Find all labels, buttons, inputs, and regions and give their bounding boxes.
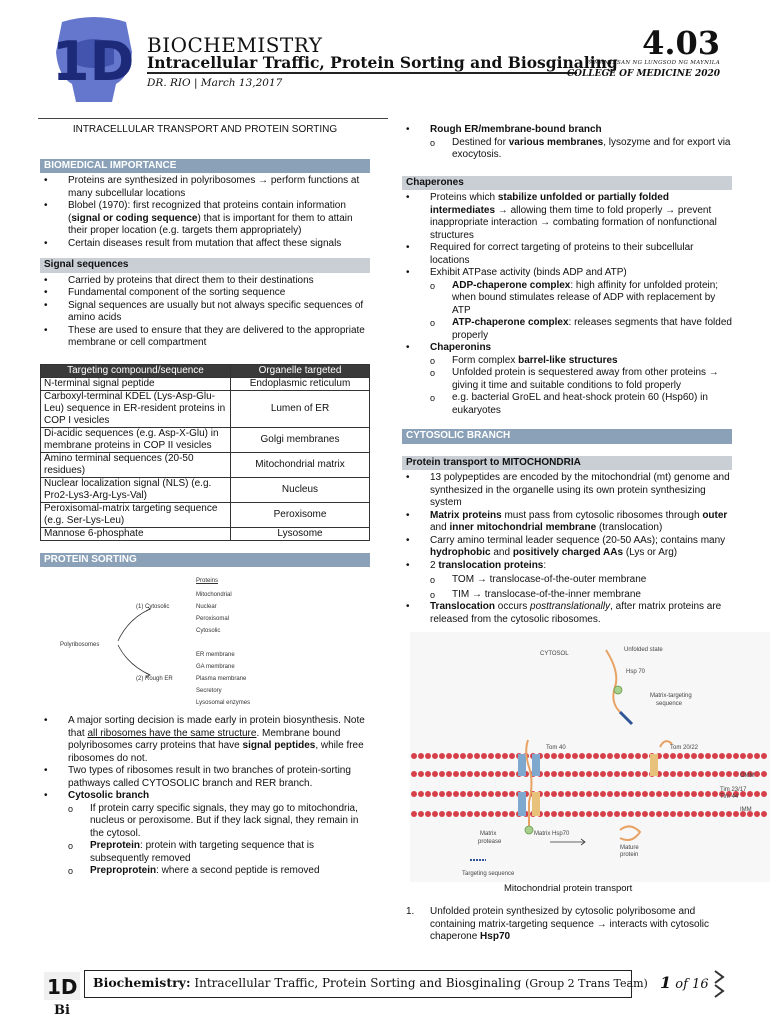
college-name: COLLEGE OF MEDICINE 2020 [566,69,720,79]
membrane-bead [446,753,452,759]
protein-sorting-diagram: Proteins Mitochondrial Nuclear Peroxisomal Cytosolic (1) Cytosolic Polyribosomes (2) Rough ER ER membrane GA membrane Plasma membrane Secretory Lysosomal enzymes [60,569,280,709]
membrane-bead [481,771,487,777]
membrane-bead [411,753,417,759]
list-item: • 2 translocation proteins: [402,560,732,573]
membrane-bead [460,753,466,759]
membrane-bead [663,811,669,817]
membrane-bead [509,771,515,777]
table-row: N-terminal signal peptide Endoplasmic reticulum [41,377,370,390]
membrane-bead [649,811,655,817]
page-number: 1 of 16 [660,973,709,992]
membrane-bead [670,811,676,817]
membrane-bead [635,771,641,777]
svg-text:1D: 1D [47,975,78,999]
membrane-bead [593,753,599,759]
membrane-bead [439,791,445,797]
steps-list [402,906,732,944]
membrane-bead [698,791,704,797]
membrane-bead [558,791,564,797]
membrane-bead [663,771,669,777]
left-column [40,124,370,878]
membrane-bead [586,791,592,797]
membrane-bead [453,753,459,759]
header-rule [147,72,577,74]
section-title: INTRACELLULAR TRANSPORT AND PROTEIN SORTING [72,124,338,135]
list-item: o ADP-chaperone complex: high affinity for unfolded protein; when bound stimulates release of ADP with replacement by ATP [402,280,732,318]
membrane-bead [733,753,739,759]
membrane-bead [411,771,417,777]
membrane-bead [614,753,620,759]
membrane-bead [432,753,438,759]
membrane-bead [474,791,480,797]
membrane-bead [544,771,550,777]
membrane-bead [719,811,725,817]
membrane-bead [698,753,704,759]
list-item: • Two types of ribosomes result in two branches of protein-sorting pathways called CYTOSOLIC branch and RER branch. [40,765,370,790]
membrane-bead [635,811,641,817]
membrane-bead [593,811,599,817]
membrane-bead [649,791,655,797]
list-item: • Chaperonins [402,342,732,355]
cytosolic-branch-header: CYTOSOLIC BRANCH [402,429,732,444]
membrane-bead [439,753,445,759]
membrane-bead [579,811,585,817]
membrane-bead [488,811,494,817]
protein-sorting-header: PROTEIN SORTING [40,553,370,568]
list-item: • Proteins are synthesized in polyribosomes → perform functions at many subcellular locations [40,175,370,200]
table-row: Di-acidic sequences (e.g. Asp-X-Glu) in membrane proteins in COP II vesicles Golgi membranes [41,427,370,452]
membrane-bead [691,791,697,797]
list-item: o Preproprotein: where a second peptide is removed [40,865,370,878]
membrane-bead [712,811,718,817]
membrane-bead [586,753,592,759]
membrane-bead [677,811,683,817]
membrane-bead [418,771,424,777]
membrane-bead [698,811,704,817]
biomedical-importance-header: BIOMEDICAL IMPORTANCE [40,159,370,174]
membrane-bead [712,753,718,759]
membrane-bead [614,791,620,797]
membrane-bead [754,771,760,777]
table-row: Nuclear localization signal (NLS) (e.g. Pro2-Lys3-Arg-Lys-Val) Nucleus [41,477,370,502]
table-header: Organelle targeted [231,364,370,377]
list-item: • Fundamental component of the sorting sequence [40,287,370,300]
membrane-bead [439,771,445,777]
membrane-bead [705,791,711,797]
membrane-bead [495,771,501,777]
membrane-bead [593,771,599,777]
document-title: BIOCHEMISTRY [147,33,323,57]
footer-title: Biochemistry: Intracellular Traffic, Protein Sorting and Biosginaling (Group 2 Trans Team) [84,970,632,998]
membrane-bead [418,811,424,817]
divider [38,118,388,119]
membrane-bead [761,791,767,797]
membrane-bead [614,771,620,777]
membrane-bead [453,811,459,817]
membrane-bead [621,811,627,817]
membrane-bead [642,811,648,817]
list-item: o Form complex barrel-like structures [402,355,732,368]
list-item: o TOM → translocase-of-the-outer membrane [402,574,732,587]
mitochondria-list [402,472,732,572]
list-item: o TIM → translocase-of-the-inner membrane [402,589,732,602]
membrane-bead [691,771,697,777]
membrane-bead [740,753,746,759]
membrane-bead [453,771,459,777]
membrane-bead [719,753,725,759]
membrane-bead [467,791,473,797]
list-item: • A major sorting decision is made early in protein biosynthesis. Note that all ribosomes have the same structure. Membrane bound polyribosomes carry proteins that have signal peptides, while free ribosomes do not. [40,715,370,765]
membrane-bead [642,753,648,759]
membrane-bead [656,811,662,817]
mitochondrial-transport-figure: CYTOSOL Unfolded state Hsp 70 Matrix-targeting sequence Tom 40 Tom 20/22 OMM Tim 23/17 Tim 44 IMM Matrix protease Matrix Hsp70 Mature protein Targeting sequence Mitochondrial protein transport [410,632,770,894]
membrane-bead [670,771,676,777]
membrane-bead [719,771,725,777]
membrane-bead [607,771,613,777]
membrane-bead [425,771,431,777]
membrane-bead [411,791,417,797]
membrane-bead [558,771,564,777]
list-item: • These are used to ensure that they are delivered to the appropriate membrane or cell compartment [40,325,370,350]
membrane-bead [656,791,662,797]
table-header: Targeting compound/sequence [41,364,231,377]
rough-er-list [402,124,732,137]
list-item: o Destined for various membranes, lysozyme and for export via exocytosis. [402,137,732,162]
membrane-bead [572,753,578,759]
figure-caption: Mitochondrial protein transport [504,883,633,894]
membrane-bead [558,811,564,817]
membrane-bead [565,753,571,759]
table-row: Peroxisomal-matrix targeting sequence (e.g. Ser-Lys-Leu) Peroxisome [41,502,370,527]
membrane-bead [607,753,613,759]
table-row: Carboxyl-terminal KDEL (Lys-Asp-Glu-Leu) sequence in ER-resident proteins in COP I vesicles Lumen of ER [41,390,370,427]
membrane-bead [418,753,424,759]
membrane-bead [460,791,466,797]
membrane-bead [621,771,627,777]
svg-text:1D: 1D [52,30,135,93]
membrane-bead [642,791,648,797]
signal-sequences-header: Signal sequences [40,258,370,273]
membrane-bead [488,791,494,797]
membrane-bead [551,771,557,777]
membrane-bead [565,771,571,777]
membrane-bead [677,771,683,777]
document-subtitle: Intracellular Traffic, Protein Sorting and Biosginaling [147,53,618,72]
list-item: • Required for correct targeting of proteins to their subcellular locations [402,242,732,267]
chaperones-list [402,192,732,280]
membrane-bead [439,811,445,817]
membrane-bead [432,791,438,797]
membrane-bead [509,753,515,759]
membrane-bead [684,811,690,817]
membrane-bead [614,811,620,817]
membrane-bead [628,811,634,817]
lecturer-date: DR. RIO | March 13,2017 [147,77,283,89]
membrane-bead [453,791,459,797]
membrane-bead [502,791,508,797]
membrane-bead [635,791,641,797]
list-item: • Cytosolic branch [40,790,370,803]
membrane-bead [446,811,452,817]
right-column [402,124,755,944]
cytosolic-branch-list [40,803,370,878]
membrane-bead [733,811,739,817]
membrane-bead [677,791,683,797]
membrane-bead [502,811,508,817]
membrane-bead [579,791,585,797]
chaperones-header: Chaperones [402,176,732,191]
mitochondria-transport-header: Protein transport to MITOCHONDRIA [402,456,732,471]
table-row: Amino terminal sequences (20-50 residues) Mitochondrial matrix [41,452,370,477]
list-item: • Signal sequences are usually but not always specific sequences of amino acids [40,300,370,325]
membrane-bead [593,791,599,797]
membrane-bead [754,791,760,797]
membrane-bead [761,811,767,817]
membrane-bead [754,811,760,817]
membrane-bead [705,811,711,817]
membrane-bead [705,753,711,759]
membrane-bead [586,811,592,817]
membrane-bead [509,791,515,797]
membrane-bead [467,811,473,817]
membrane-bead [495,811,501,817]
membrane-bead [698,771,704,777]
list-item: • Proteins which stabilize unfolded or partially folded intermediates → allowing them time to fold properly → prevent inappropriate interaction → combating formation of nonfunctional structures [402,192,732,242]
list-item: • Matrix proteins must pass from cytosolic ribosomes through outer and inner mitochondrial membrane (translocation) [402,510,732,535]
membrane-bead [726,811,732,817]
sorting-list [40,715,370,803]
membrane-bead [628,771,634,777]
list-item: 1. Unfolded protein synthesized by cytosolic polyribosome and containing matrix-targeting sequence → interacts with cytosolic chaperone Hsp70 [406,906,710,942]
membrane-bead [446,791,452,797]
membrane-bead [474,811,480,817]
membrane-bead [712,771,718,777]
membrane-bead [747,791,753,797]
transcript-code: 4.03 [642,24,720,62]
list-item: o e.g. bacterial GroEL and heat-shock protein 60 (Hsp60) in eukaryotes [402,392,732,417]
list-item: • Exhibit ATPase activity (binds ADP and ATP) [402,267,732,280]
membrane-bead [726,753,732,759]
list-item: o If protein carry specific signals, they may go to mitochondria, nucleus or peroxisome. But if they lack signal, they remain in the cytosol. [40,803,370,841]
membrane-bead [425,811,431,817]
logo-icon [44,14,144,104]
membrane-bead [635,753,641,759]
membrane-bead [600,811,606,817]
biomedical-list [40,175,370,250]
membrane-bead [663,791,669,797]
membrane-bead [761,771,767,777]
membrane-bead [642,771,648,777]
membrane-bead [488,771,494,777]
membrane-bead [579,753,585,759]
membrane-bead [663,753,669,759]
membrane-bead [425,753,431,759]
membrane-bead [607,791,613,797]
membrane-bead [481,753,487,759]
membrane-bead [705,771,711,777]
membrane-bead [726,771,732,777]
membrane-bead [600,791,606,797]
membrane-bead [684,771,690,777]
targeting-table [40,364,370,541]
membrane-bead [432,811,438,817]
list-item: • Rough ER/membrane-bound branch [402,124,732,137]
table-row: Mannose 6-phosphate Lysosome [41,527,370,540]
membrane-bead [495,753,501,759]
membrane-bead [474,771,480,777]
signal-list [40,275,370,350]
membrane-bead [467,753,473,759]
membrane-bead [544,811,550,817]
membrane-bead [754,753,760,759]
list-item: o Preprotein: protein with targeting sequence that is subsequently removed [40,840,370,865]
membrane-bead [565,811,571,817]
membrane-bead [474,753,480,759]
membrane-bead [488,753,494,759]
membrane-bead [607,811,613,817]
footer-logo-icon [44,972,80,1000]
membrane-bead [551,791,557,797]
membrane-bead [621,753,627,759]
membrane-bead [425,791,431,797]
footer-bi: Bi [54,1003,70,1018]
university-name: PAMANTASAN NG LUNGSOD NG MAYNILA [586,60,720,66]
membrane-bead [432,771,438,777]
membrane-bead [733,771,739,777]
membrane-bead [761,753,767,759]
membrane-bead [670,791,676,797]
list-item: • 13 polypeptides are encoded by the mitochondrial (mt) genome and synthesized in the organelle using its own protein synthesizing system [402,472,732,510]
list-item: o Unfolded protein is sequestered away from other proteins → giving it time and suitable conditions to fold properly [402,367,732,392]
membrane-bead [572,811,578,817]
membrane-bead [628,753,634,759]
membrane-bead [572,791,578,797]
membrane-bead [712,791,718,797]
list-item: • Carried by proteins that direct them to their destinations [40,275,370,288]
membrane-bead [628,791,634,797]
list-item: • Certain diseases result from mutation that affect these signals [40,238,370,251]
membrane-bead [691,811,697,817]
membrane-bead [565,791,571,797]
membrane-bead [467,771,473,777]
membrane-bead [509,811,515,817]
membrane-bead [502,771,508,777]
membrane-bead [495,791,501,797]
membrane-bead [481,811,487,817]
membrane-bead [411,811,417,817]
membrane-bead [579,771,585,777]
membrane-bead [544,791,550,797]
membrane-bead [502,753,508,759]
membrane-bead [572,771,578,777]
membrane-bead [481,791,487,797]
membrane-bead [600,753,606,759]
list-item: o ATP-chaperone complex: releases segments that have folded properly [402,317,732,342]
membrane-bead [621,791,627,797]
list-item: • Blobel (1970): first recognized that proteins contain information (signal or coding sequence) that is important for them to attain their proper location (e.g. targets them appropriately) [40,200,370,238]
membrane-bead [446,771,452,777]
membrane-bead [747,753,753,759]
list-item: • Carry amino terminal leader sequence (20-50 AAs); contains many hydrophobic and positively charged AAs (Lys or Arg) [402,535,732,560]
mitochondria-diagram [410,632,770,882]
list-item: • Translocation occurs posttranslationally, after matrix proteins are released from the cytosolic ribosomes. [402,601,732,626]
membrane-bead [418,791,424,797]
membrane-bead [586,771,592,777]
chevron-icon [713,969,725,999]
membrane-bead [460,811,466,817]
membrane-bead [551,811,557,817]
membrane-bead [460,771,466,777]
membrane-bead [684,791,690,797]
membrane-bead [600,771,606,777]
